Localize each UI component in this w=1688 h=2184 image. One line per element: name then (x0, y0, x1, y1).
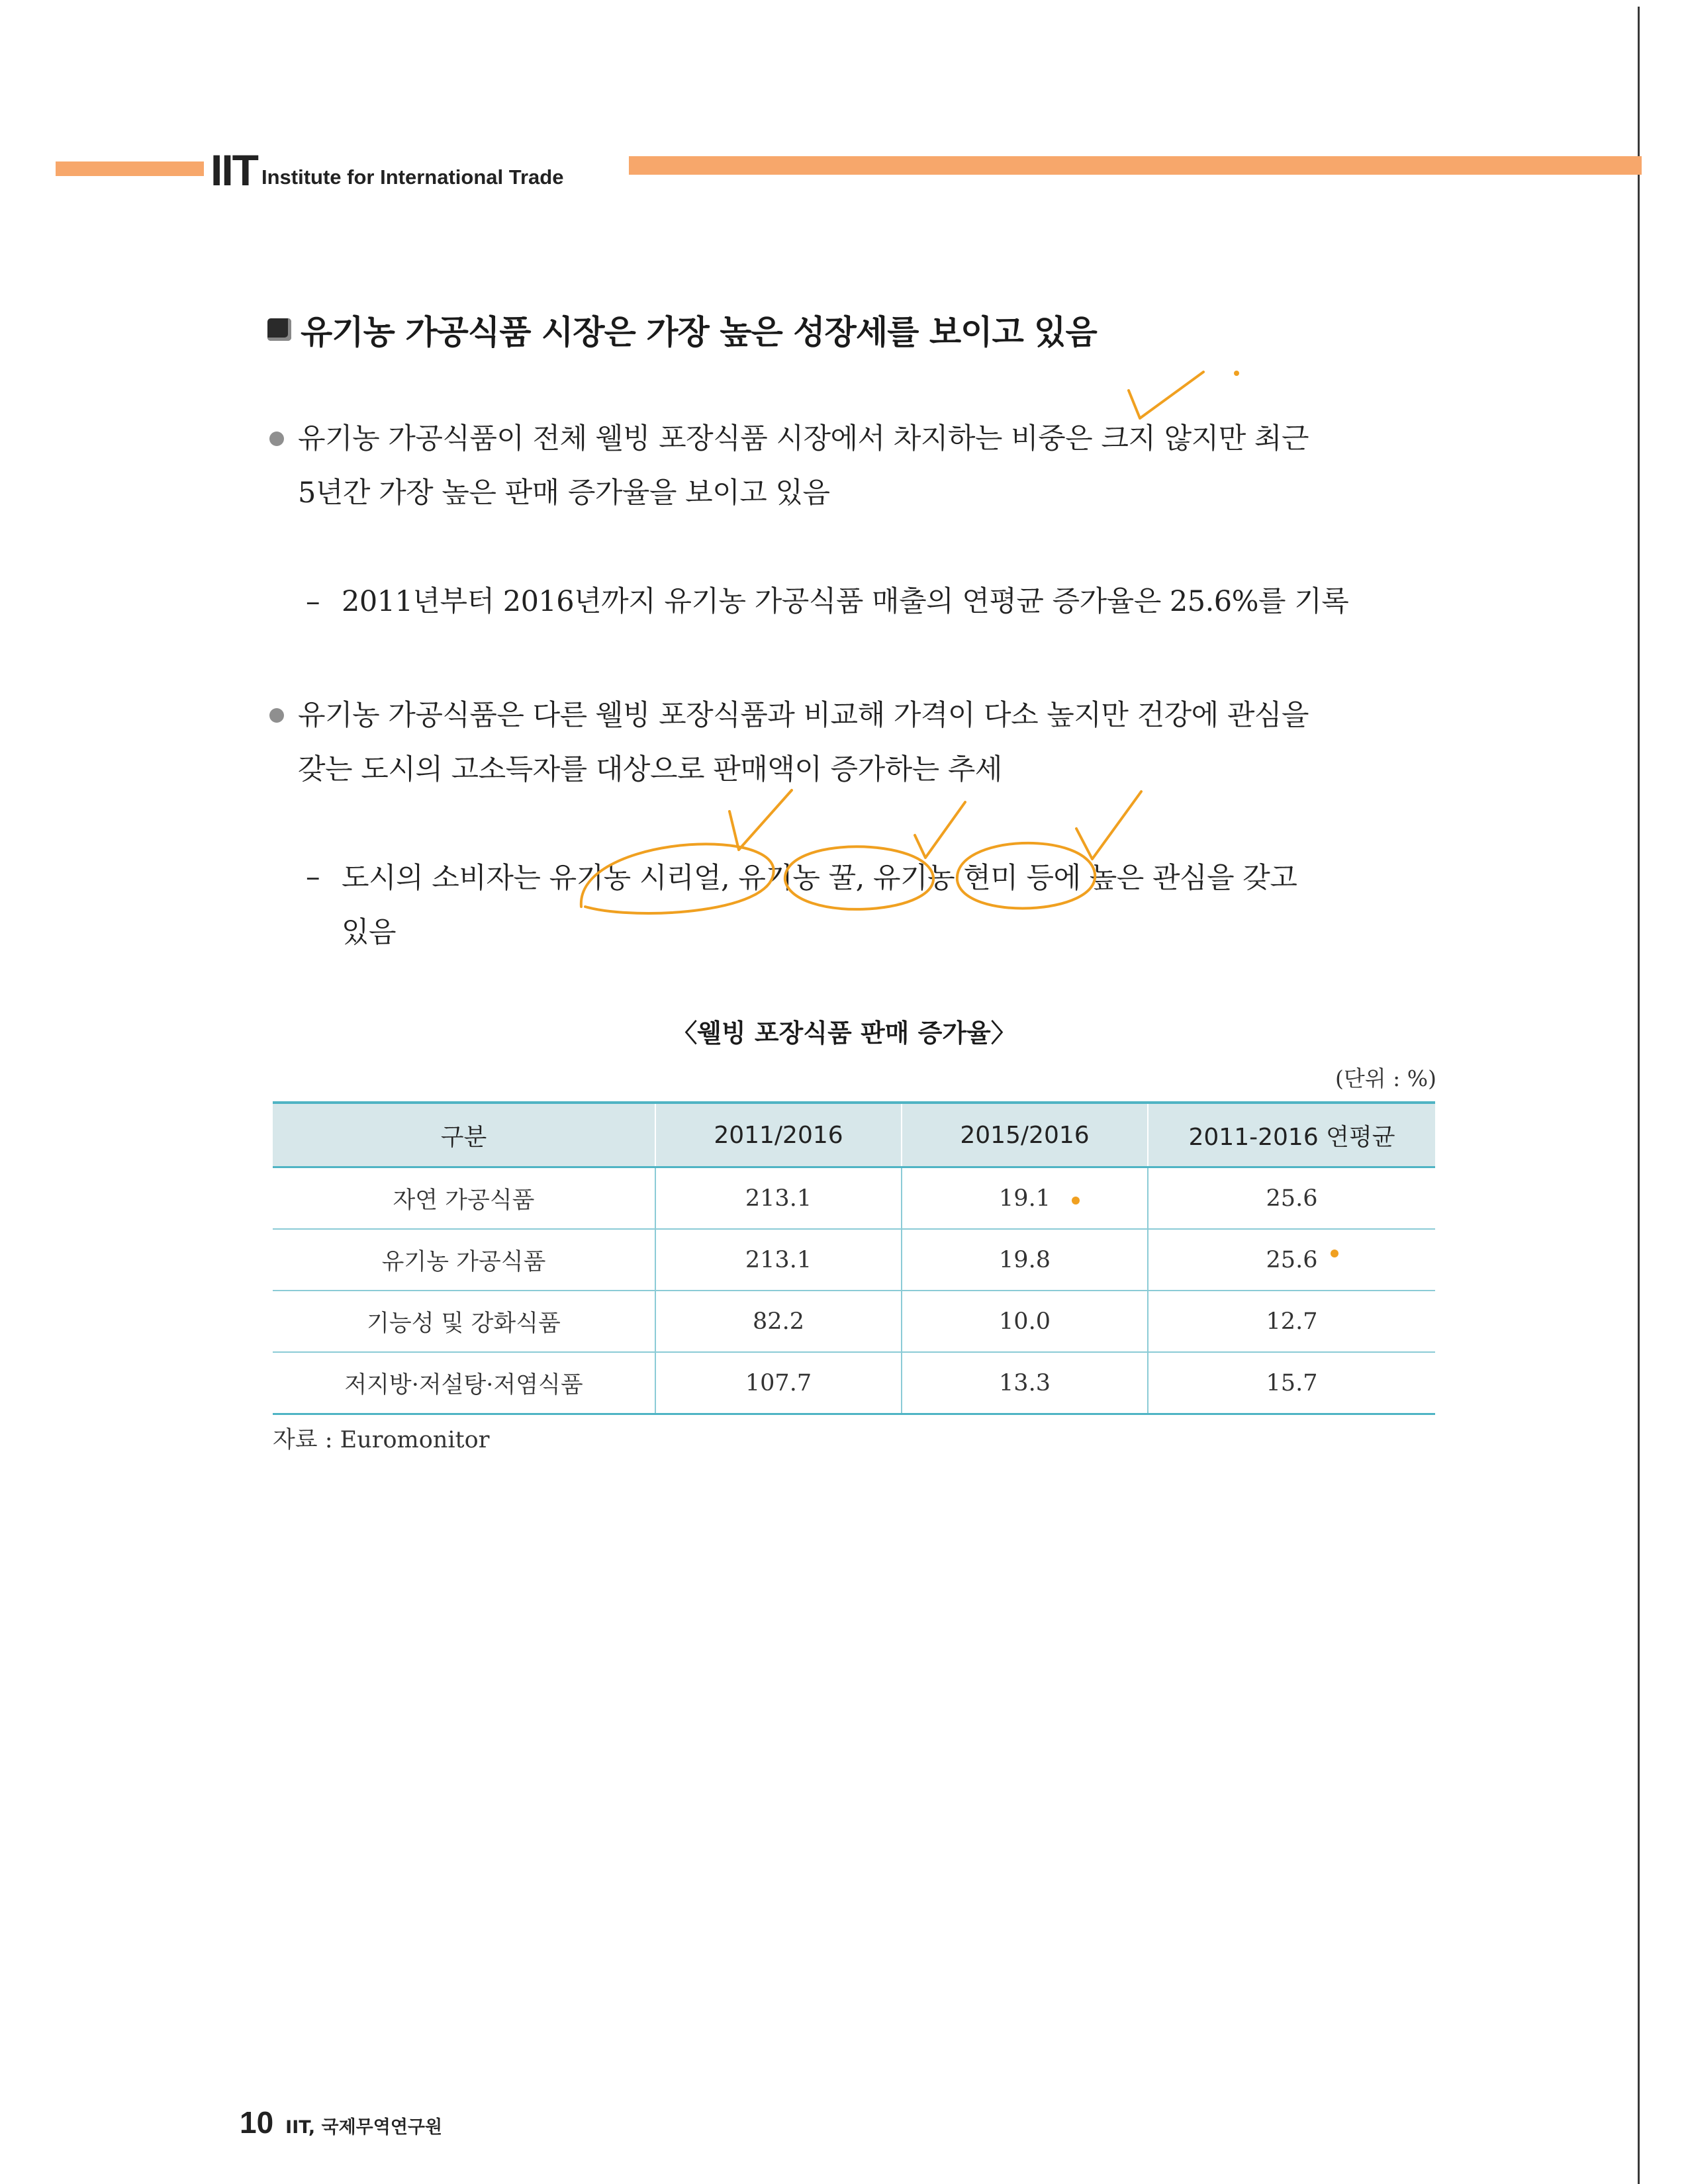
table-source: 자료 : Euromonitor (273, 1427, 490, 1453)
row-label: 자연 가공식품 (273, 1167, 655, 1230)
table-cell: 82.2 (655, 1291, 902, 1352)
row-label: 기능성 및 강화식품 (273, 1291, 655, 1352)
dash-marker: – (306, 585, 320, 618)
bullet-2-sub-line-2: 있음 (342, 916, 397, 949)
footer-publisher: IIT, 국제무역연구원 (285, 2117, 443, 2138)
check-mark-icon (1076, 792, 1141, 859)
table-row (273, 1229, 1435, 1291)
logo-mark: IIT (211, 146, 258, 195)
table-unit: (단위 : %) (1335, 1066, 1436, 1091)
table-cell: 25.6 (1148, 1229, 1435, 1291)
table-cell: 19.1 (902, 1167, 1148, 1230)
table-cell: 25.6 (1148, 1167, 1435, 1230)
section-heading-text: 유기농 가공식품 시장은 가장 높은 성장세를 보이고 있음 (301, 313, 1097, 351)
table-title: 〈웰빙 포장식품 판매 증가율〉 (672, 1019, 1016, 1048)
logo-text: Institute for International Trade (261, 165, 564, 189)
table-header-row (273, 1103, 1435, 1167)
bullet-dot-icon (269, 708, 284, 723)
pen-dot (1234, 371, 1239, 376)
page-footer (240, 2105, 442, 2140)
table-cell: 12.7 (1148, 1291, 1435, 1352)
column-header: 2011/2016 (655, 1103, 902, 1167)
table-row (273, 1352, 1435, 1414)
column-header: 2011-2016 연평균 (1148, 1103, 1435, 1167)
table-cell: 107.7 (655, 1352, 902, 1414)
dash-marker: – (306, 860, 320, 893)
check-mark-icon (915, 802, 965, 858)
table-cell: 15.7 (1148, 1352, 1435, 1414)
row-label: 유기농 가공식품 (273, 1229, 655, 1291)
bullet-2-line-2: 갖는 도시의 고소득자를 대상으로 판매액이 증가하는 추세 (298, 753, 1002, 786)
bullet-dot-icon (269, 432, 284, 446)
check-mark-icon (729, 790, 792, 850)
page-edge-rule (1638, 7, 1640, 2184)
bullet-2-sub-line-1: 도시의 소비자는 유기농 시리얼, 유기농 꿀, 유기농 현미 등에 높은 관심을 갖고 (342, 862, 1297, 895)
table-row (273, 1167, 1435, 1230)
header-bar-right (629, 156, 1642, 175)
section-heading (267, 306, 1097, 353)
column-header: 2015/2016 (902, 1103, 1148, 1167)
table-row (273, 1291, 1435, 1352)
header-bar-left (56, 161, 204, 176)
data-table (273, 1101, 1435, 1415)
table-cell: 19.8 (902, 1229, 1148, 1291)
table-cell: 213.1 (655, 1229, 902, 1291)
table-cell: 10.0 (902, 1291, 1148, 1352)
column-header: 구분 (273, 1103, 655, 1167)
bullet-1-line-2: 5년간 가장 높은 판매 증가율을 보이고 있음 (298, 477, 830, 510)
row-label: 저지방·저설탕·저염식품 (273, 1352, 655, 1414)
publisher-logo (211, 146, 564, 195)
bullet-1-line-1: 유기농 가공식품이 전체 웰빙 포장식품 시장에서 차지하는 비중은 크지 않지만 최근 (298, 422, 1309, 455)
bullet-1-sub-line-1: 2011년부터 2016년까지 유기농 가공식품 매출의 연평균 증가율은 25.6%를 기록 (342, 585, 1349, 618)
table-cell: 13.3 (902, 1352, 1148, 1414)
square-bullet-icon (267, 318, 291, 341)
page-number: 10 (240, 2105, 274, 2140)
bullet-2-line-1: 유기농 가공식품은 다른 웰빙 포장식품과 비교해 가격이 다소 높지만 건강에 관심을 (298, 699, 1309, 732)
table-cell: 213.1 (655, 1167, 902, 1230)
